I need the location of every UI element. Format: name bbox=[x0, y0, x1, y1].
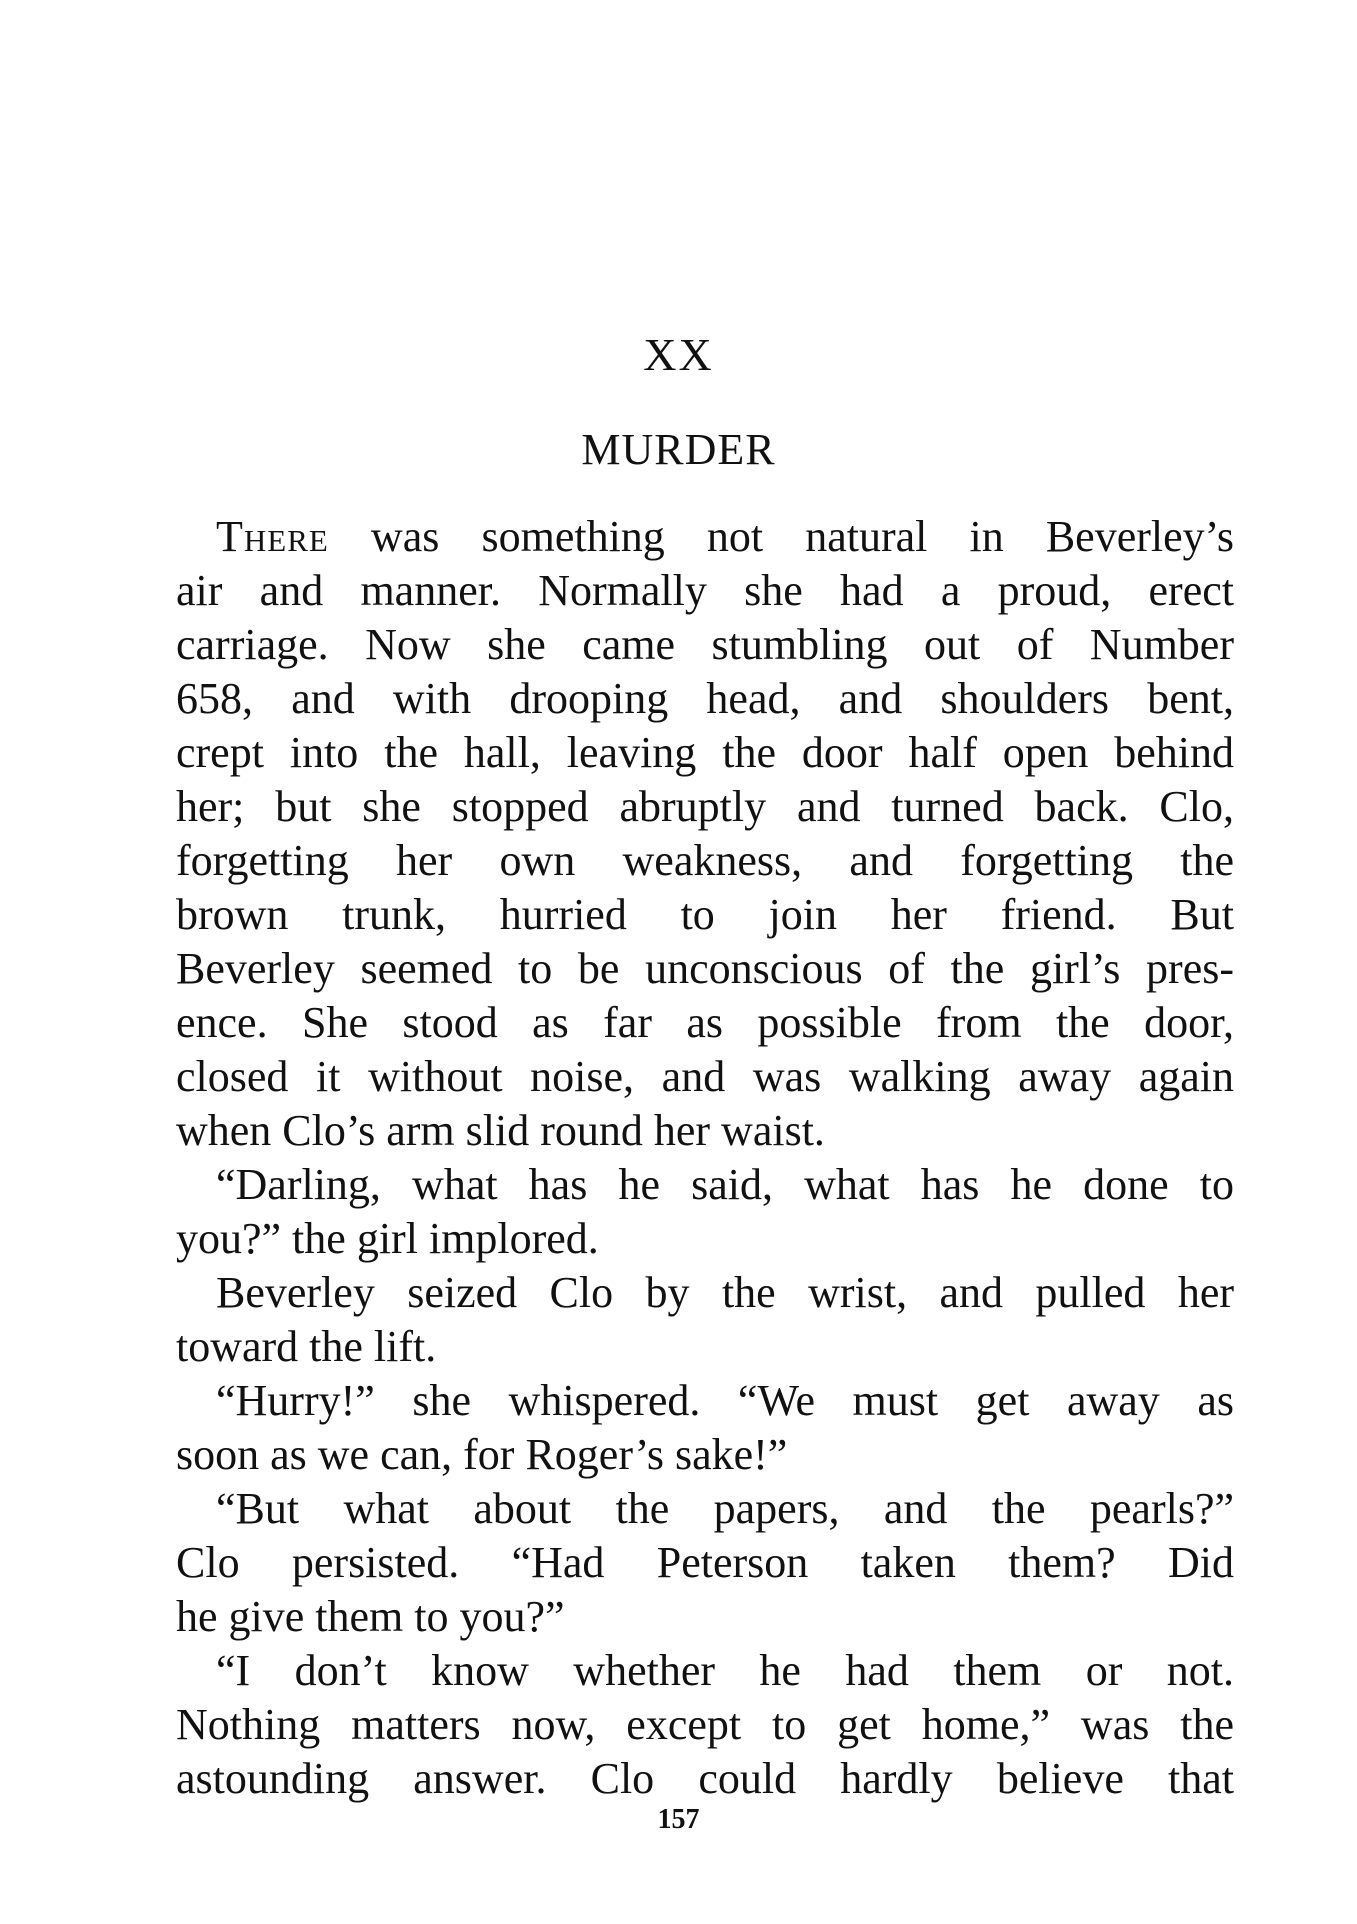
text-line bbox=[176, 510, 1234, 564]
text-line: Beverley seized Clo by the wrist, and pulled her bbox=[216, 1268, 1234, 1317]
chapter-number: XX bbox=[643, 329, 714, 380]
text-line: closed it without noise, and was walking away again bbox=[176, 1052, 1234, 1101]
text-line: forgetting her own weakness, and forgetting the bbox=[176, 836, 1234, 885]
chapter-title: MURDER bbox=[581, 425, 776, 474]
first-line-rest: was something not natural in Beverley’s bbox=[328, 512, 1234, 561]
text-line: “But what about the papers, and the pearls?” bbox=[216, 1484, 1234, 1533]
page-number: 157 bbox=[657, 1804, 700, 1835]
text-line: “Darling, what has he said, what has he done to bbox=[216, 1160, 1234, 1209]
lead-word: There bbox=[216, 512, 329, 561]
body-text bbox=[176, 510, 1234, 1806]
text-line: Clo persisted. “Had Peterson taken them? Did bbox=[176, 1538, 1234, 1587]
text-line: astounding answer. Clo could hardly believe that bbox=[176, 1754, 1234, 1803]
text-line: crept into the hall, leaving the door half open behind bbox=[176, 728, 1234, 777]
text-line: you?” the girl implored. bbox=[176, 1214, 599, 1263]
text-line: when Clo’s arm slid round her waist. bbox=[176, 1106, 825, 1155]
text-line: her; but she stopped abruptly and turned back. Clo, bbox=[176, 782, 1234, 831]
text-line: ence. She stood as far as possible from the door, bbox=[176, 998, 1234, 1047]
text-line: toward the lift. bbox=[176, 1322, 437, 1371]
text-line: carriage. Now she came stumbling out of Number bbox=[176, 620, 1234, 669]
text-line: Beverley seemed to be unconscious of the girl’s pres- bbox=[176, 944, 1234, 993]
text-line: “Hurry!” she whispered. “We must get away as bbox=[216, 1376, 1234, 1425]
text-line: 658, and with drooping head, and shoulders bent, bbox=[176, 674, 1234, 723]
text-line: brown trunk, hurried to join her friend. But bbox=[176, 890, 1234, 939]
text-line: he give them to you?” bbox=[176, 1592, 565, 1641]
text-line: Nothing matters now, except to get home,” was the bbox=[176, 1700, 1234, 1749]
text-line: soon as we can, for Roger’s sake!” bbox=[176, 1430, 788, 1479]
text-line: “I don’t know whether he had them or not. bbox=[216, 1646, 1234, 1695]
text-line: air and manner. Normally she had a proud, erect bbox=[176, 566, 1234, 615]
